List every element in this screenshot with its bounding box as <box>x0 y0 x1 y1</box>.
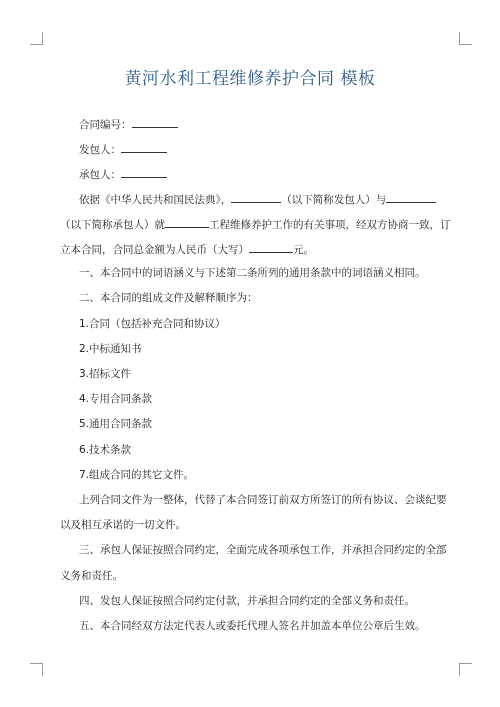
corner-mark-top-right <box>459 32 472 45</box>
corner-mark-bottom-right <box>459 663 472 676</box>
intro-text-2b: 工程维修养护工作的有关事项，经双方协商一致，订 <box>209 219 451 231</box>
summary-line-1: 上列合同文件为一整体，代替了本合同签订前双方所签订的所有协议、会谈纪要 <box>79 494 447 506</box>
intro-text-3b: 元。 <box>293 244 314 256</box>
intro-blank-4[interactable] <box>249 241 293 253</box>
clause-2: 二、本合同的组成文件及解释顺序为： <box>79 292 258 304</box>
clause-4: 四、发包人保证按照合同约定付款，并承担合同约定的全部义务和责任。 <box>79 595 415 607</box>
clause-3-line-1: 三、承包人保证按照合同约定，全面完成各项承包工作，并承担合同约定的全部 <box>79 544 447 556</box>
intro-text-3a: 立本合同，合同总金额为人民币（大写） <box>60 244 249 256</box>
contract-number-label: 合同编号： <box>79 119 132 131</box>
intro-text-2a: （以下简称承包人）就 <box>60 219 165 231</box>
corner-mark-bottom-left <box>30 663 43 676</box>
list-item-3: 3.招标文件 <box>79 368 132 380</box>
intro-blank-2[interactable] <box>386 191 436 203</box>
employer-label: 发包人： <box>79 144 121 156</box>
intro-text-1a: 依据《中华人民共和国民法典》， <box>79 194 232 206</box>
employer-line <box>79 141 167 157</box>
intro-line-3 <box>60 241 314 257</box>
employer-blank[interactable] <box>121 141 167 153</box>
clause-1: 一、本合同中的词语涵义与下述第二条所列的通用条款中的词语涵义相同。 <box>79 267 426 279</box>
list-item-7: 7.组成合同的其它文件。 <box>79 469 195 481</box>
contractor-label: 承包人： <box>79 169 121 181</box>
list-item-5: 5.通用合同条款 <box>79 418 153 430</box>
contractor-line <box>79 166 167 182</box>
contractor-blank[interactable] <box>121 166 167 178</box>
intro-text-1b: （以下简称发包人）与 <box>281 194 387 206</box>
clause-3-line-2: 义务和责任。 <box>60 570 123 582</box>
document-title: 黄河水利工程维修养护合同 模板 <box>124 69 376 89</box>
intro-blank-3[interactable] <box>165 216 209 228</box>
contract-number-blank[interactable] <box>132 116 178 128</box>
summary-line-2: 以及相互承诺的一切文件。 <box>60 519 186 531</box>
intro-blank-1[interactable] <box>231 191 281 203</box>
intro-line-2 <box>60 216 451 232</box>
clause-5: 五、本合同经双方法定代表人或委托代理人签名并加盖本单位公章后生效。 <box>79 620 426 632</box>
list-item-4: 4.专用合同条款 <box>79 393 153 405</box>
corner-mark-top-left <box>30 32 43 45</box>
contract-number-line <box>79 116 178 132</box>
list-item-1: 1.合同（包括补充合同和协议） <box>79 318 226 330</box>
intro-line-1 <box>79 191 436 207</box>
list-item-6: 6.技术条款 <box>79 444 132 456</box>
list-item-2: 2.中标通知书 <box>79 343 142 355</box>
